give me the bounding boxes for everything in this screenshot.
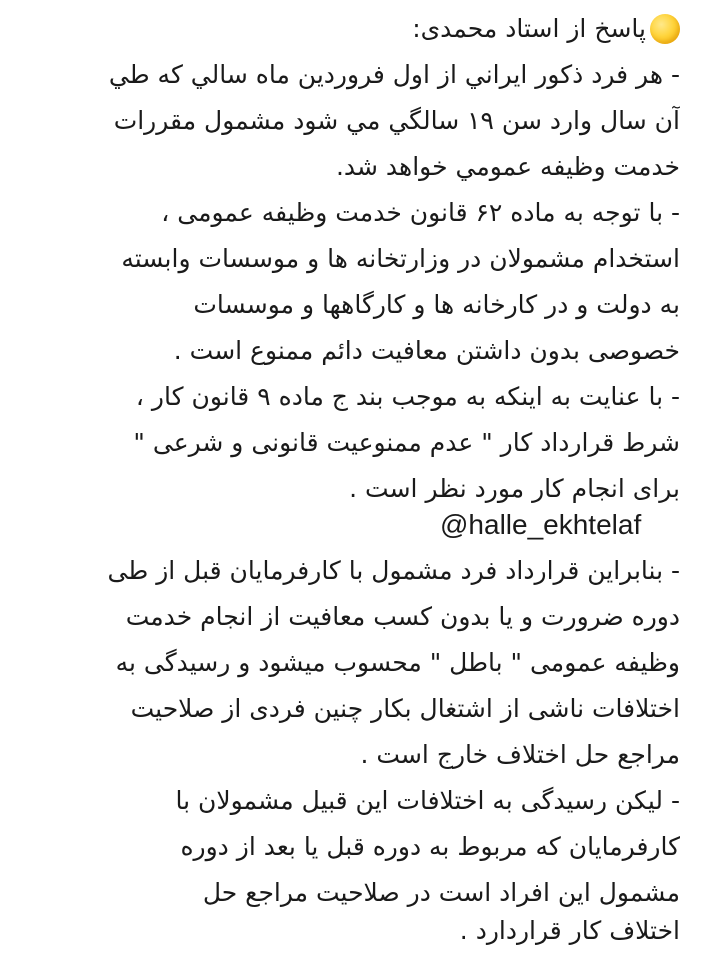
text-line: - هر فرد ذکور ايراني از اول فروردين ماه سالي که طي bbox=[108, 60, 680, 89]
text-line: اختلاف کار قراردارد . bbox=[459, 916, 680, 945]
text-line: - با توجه به ماده ۶۲ قانون خدمت وظیفه عمومی ، bbox=[161, 198, 680, 227]
text-line: به دولت و در کارخانه ها و کارگاهها و موسسات bbox=[193, 290, 680, 319]
text-line: کارفرمایان که مربوط به دوره قبل یا بعد از دوره bbox=[180, 832, 680, 861]
text-line: مراجع حل اختلاف خارج است . bbox=[360, 740, 680, 769]
text-line: خصوصی بدون داشتن معافیت دائم ممنوع است . bbox=[173, 336, 680, 365]
text-line: - با عنایت به اینکه به موجب بند ج ماده ۹ قانون کار ، bbox=[135, 382, 680, 411]
text-line: استخدام مشمولان در وزارتخانه ها و موسسات وابسته bbox=[121, 244, 680, 273]
text-line: - بنابراین قرارداد فرد مشمول با کارفرمایان قبل از طی bbox=[107, 556, 680, 585]
text-line: شرط قرارداد کار " عدم ممنوعیت قانونی و شرعی " bbox=[133, 428, 680, 457]
text-line: برای انجام کار مورد نظر است . bbox=[349, 474, 680, 503]
text-line: آن سال وارد سن ۱۹ سالگي مي شود مشمول مقررات bbox=[113, 106, 680, 135]
text-line: خدمت وظيفه عمومي خواهد شد. bbox=[335, 152, 680, 181]
heading-line bbox=[18, 6, 680, 52]
text-line: وظیفه عمومی " باطل " محسوب میشود و رسیدگی به bbox=[115, 648, 680, 677]
text-line: مشمول این افراد است در صلاحیت مراجع حل bbox=[202, 878, 680, 907]
yellow-circle-icon bbox=[650, 14, 680, 44]
heading-text: پاسخ از استاد محمدی: bbox=[412, 14, 646, 43]
channel-handle: @halle_ekhtelaf bbox=[440, 509, 642, 540]
text-line: دوره ضرورت و یا بدون کسب معافیت از انجام خدمت bbox=[125, 602, 680, 631]
text-line: - لیکن رسیدگی به اختلافات این قبیل مشمولان با bbox=[175, 786, 680, 815]
text-line: اختلافات ناشی از اشتغال بکار چنین فردی از صلاحیت bbox=[130, 694, 680, 723]
